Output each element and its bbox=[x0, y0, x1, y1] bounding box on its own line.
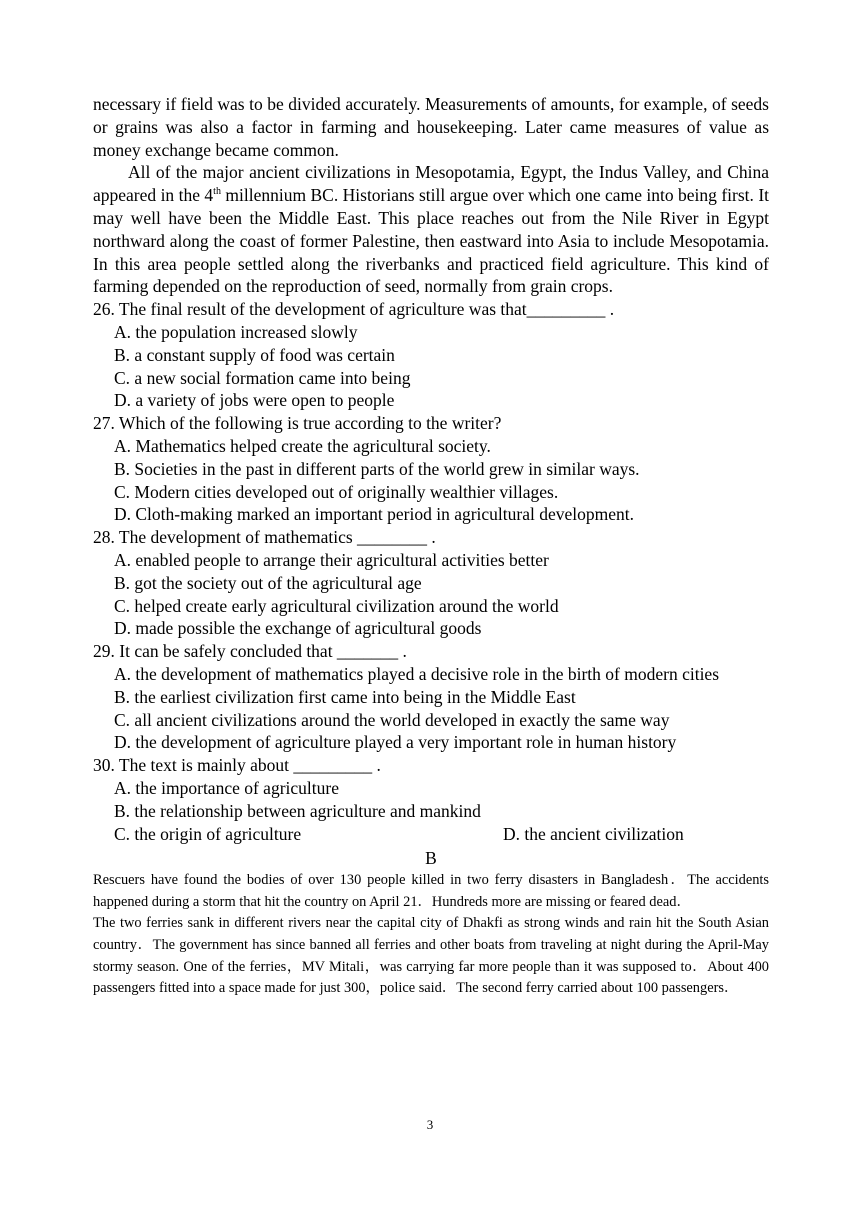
question-stem: 26. The final result of the development of agriculture was that_________ . bbox=[93, 299, 615, 320]
ordinal-suffix: th bbox=[213, 186, 221, 198]
section-heading: B bbox=[425, 848, 437, 869]
option-d: D. the ancient civilization bbox=[503, 823, 684, 844]
option-d: D. Cloth-making marked an important period in agricultural development. bbox=[114, 504, 635, 525]
option-b: B. got the society out of the agricultural age bbox=[114, 572, 422, 593]
passage-p2-text-a: All of the major ancient civilizations in Mesopotamia, Egypt, the Indus Valley, and China appeared in the 4 bbox=[93, 162, 769, 206]
question-28 bbox=[93, 526, 769, 640]
question-stem: 30. The text is mainly about _________ . bbox=[93, 755, 381, 776]
question-26 bbox=[93, 298, 769, 412]
question-stem: 28. The development of mathematics ________ . bbox=[93, 527, 436, 548]
option-c: C. Modern cities developed out of originally wealthier villages. bbox=[114, 481, 559, 502]
option-c: C. helped create early agricultural civilization around the world bbox=[114, 595, 559, 616]
question-30 bbox=[93, 754, 769, 845]
option-c: C. the origin of agriculture bbox=[114, 823, 302, 844]
options-c-d-row bbox=[93, 823, 769, 846]
question-27 bbox=[93, 412, 769, 526]
option-a: A. the population increased slowly bbox=[114, 321, 358, 342]
option-d: D. made possible the exchange of agricultural goods bbox=[114, 618, 482, 639]
option-c: C. all ancient civilizations around the world developed in exactly the same way bbox=[114, 709, 670, 730]
option-b: B. a constant supply of food was certain bbox=[114, 344, 395, 365]
option-c: C. a new social formation came into being bbox=[114, 367, 411, 388]
question-stem: 27. Which of the following is true according to the writer? bbox=[93, 413, 502, 434]
option-d: D. a variety of jobs were open to people bbox=[114, 390, 395, 411]
option-a: A. the development of mathematics played a decisive role in the birth of modern cities bbox=[114, 663, 720, 684]
option-b: B. the earliest civilization first came into being in the Middle East bbox=[114, 686, 576, 707]
page-content bbox=[93, 93, 769, 1000]
option-a: A. enabled people to arrange their agricultural activities better bbox=[114, 549, 549, 570]
section-b-paragraph-1: Rescuers have found the bodies of over 130 people killed in two ferry disasters in Bangladesh．The accidents happened during a storm that hit the country on April 21．Hundreds more are missing or feared dead． bbox=[93, 872, 769, 910]
section-b-paragraph-2: The two ferries sank in different rivers near the capital city of Dhakfi as strong winds and rain hit the South Asian country．The government has since banned all ferries and other boats from traveling at night during the April-May stormy season. One of the ferries，MV Mitali，was carrying far more people than it was supposed to．About 400 passengers fitted into a space made for just 300，police said．The second ferry carried about 100 passengers． bbox=[93, 915, 769, 997]
option-b: B. Societies in the past in different parts of the world grew in similar ways. bbox=[114, 458, 640, 479]
passage-paragraph-1: necessary if field was to be divided accurately. Measurements of amounts, for example, of seeds or grains was also a factor in farming and housekeeping. Later came measures of value as money exchange became common. bbox=[93, 94, 769, 160]
question-29 bbox=[93, 640, 769, 754]
option-d: D. the development of agriculture played a very important role in human history bbox=[114, 732, 677, 753]
option-b: B. the relationship between agriculture and mankind bbox=[114, 800, 481, 821]
passage-paragraph-2 bbox=[93, 161, 769, 298]
question-stem: 29. It can be safely concluded that _______ . bbox=[93, 641, 407, 662]
option-a: A. Mathematics helped create the agricultural society. bbox=[114, 435, 491, 456]
option-a: A. the importance of agriculture bbox=[114, 777, 339, 798]
passage-p2-text-b: millennium BC. Historians still argue over which one came into being first. It may well have been the Middle East. This place reaches out from the Nile River in Egypt northward along the coast of former Palestine, then eastward into Asia to include Mesopotamia. In this area people settled along the riverbanks and practiced field agriculture. This kind of farming depended on the reproduction of seed, normally from grain crops. bbox=[93, 185, 770, 297]
page-number: 3 bbox=[426, 1117, 434, 1132]
